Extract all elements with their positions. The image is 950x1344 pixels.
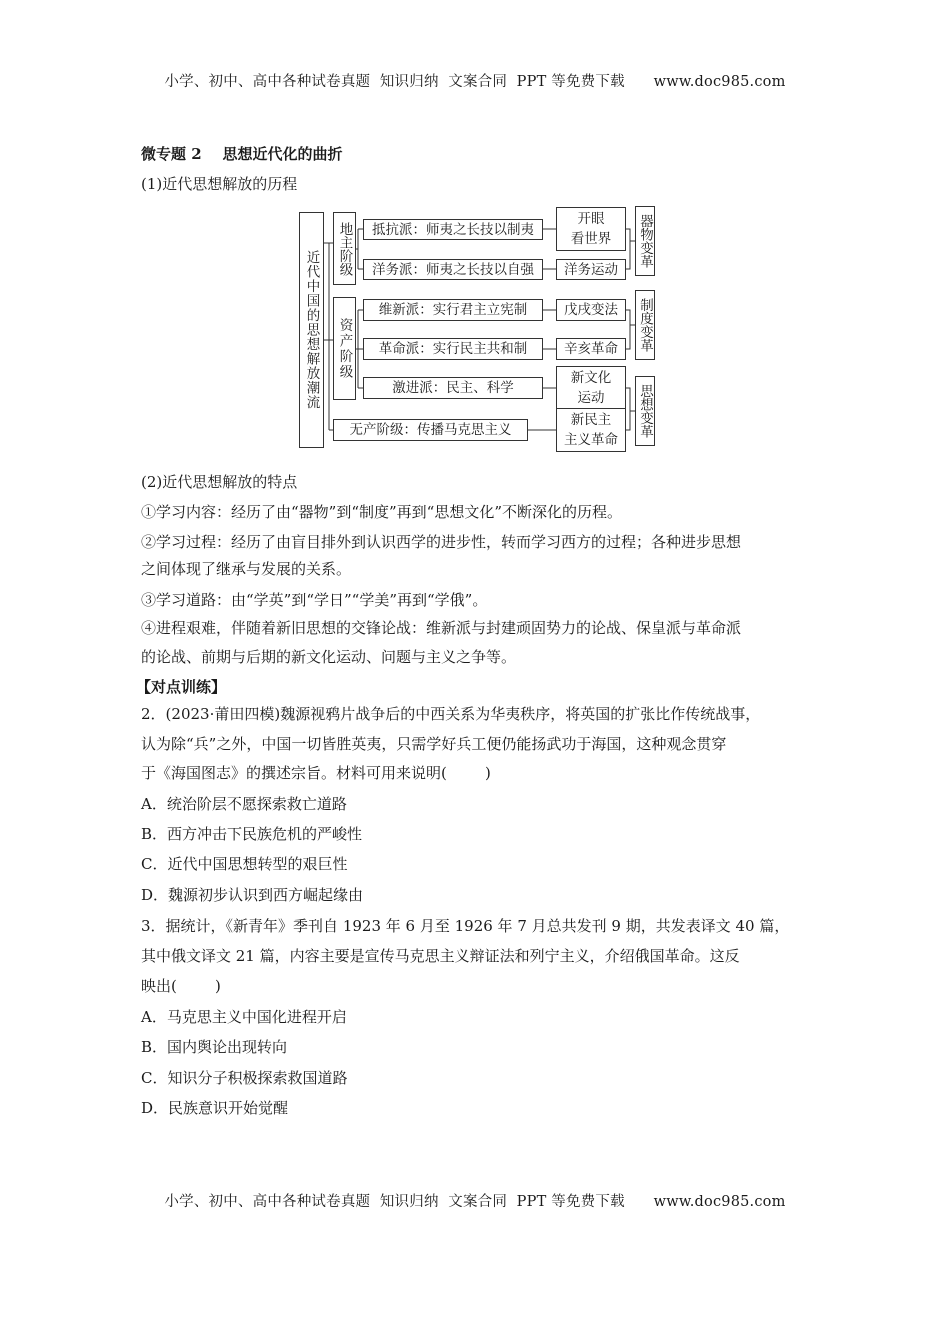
stage-institution bbox=[635, 290, 655, 360]
event-new-democratic-revolution: 新民主 主义革命 bbox=[556, 408, 626, 452]
stage-material-label: 器物变革 bbox=[637, 214, 653, 268]
school-revolution: 革命派：实行民主共和制 bbox=[363, 338, 543, 360]
question-2-option-b[interactable]: B．西方冲击下民族危机的严峻性 bbox=[141, 825, 363, 843]
feature-item: ②学习过程：经历了由盲目排外到认识西学的进步性，转而学习西方的过程；各种进步思想 bbox=[141, 533, 742, 551]
feature-item: 之间体现了继承与发展的关系。 bbox=[141, 560, 352, 578]
question-3-stem: 映出( ) bbox=[141, 977, 221, 995]
class-landlord bbox=[333, 212, 356, 285]
feature-item: ①学习内容：经历了由“器物”到“制度”再到“思想文化”不断深化的历程。 bbox=[141, 503, 623, 521]
feature-item: ③学习道路：由“学英”到“学日”“学美”再到“学俄”。 bbox=[141, 591, 488, 609]
practice-heading: 【对点训练】 bbox=[136, 678, 227, 696]
event-hundred-days-reform: 戊戌变法 bbox=[556, 299, 626, 321]
school-westernization: 洋务派：师夷之长技以自强 bbox=[363, 259, 543, 280]
question-2-option-d[interactable]: D．魏源初步认识到西方崛起缘由 bbox=[141, 886, 364, 904]
class-bourgeois bbox=[333, 297, 356, 400]
question-3-option-d[interactable]: D．民族意识开始觉醒 bbox=[141, 1099, 289, 1117]
feature-item: 的论战、前期与后期的新文化运动、问题与主义之争等。 bbox=[141, 648, 517, 666]
section-title: 微专题 2 思想近代化的曲折 bbox=[141, 145, 343, 163]
question-2-option-a[interactable]: A．统治阶层不愿探索救亡道路 bbox=[141, 795, 347, 813]
question-2-option-c[interactable]: C．近代中国思想转型的艰巨性 bbox=[141, 855, 348, 873]
page-footer: 小学、初中、高中各种试卷真题 知识归纳 文案合同 PPT 等免费下载 www.doc985.com bbox=[164, 1194, 786, 1210]
event-xinhai-revolution: 辛亥革命 bbox=[556, 338, 626, 360]
school-radical: 激进派：民主、科学 bbox=[363, 377, 543, 399]
question-3-stem: 其中俄文译文 21 篇，内容主要是宣传马克思主义辩证法和列宁主义，介绍俄国革命。这反 bbox=[141, 947, 740, 965]
event-westernization-movement: 洋务运动 bbox=[556, 259, 626, 280]
stage-thought bbox=[635, 376, 655, 446]
stage-institution-label: 制度变革 bbox=[637, 298, 653, 352]
question-2-stem: 认为除“兵”之外，中国一切皆胜英夷，只需学好兵工便仍能扬武功于海国，这种观念贯穿 bbox=[141, 735, 727, 753]
school-reform: 维新派：实行君主立宪制 bbox=[363, 299, 543, 321]
school-resistance: 抵抗派：师夷之长技以制夷 bbox=[363, 219, 543, 240]
diagram-root bbox=[299, 212, 324, 448]
question-3-option-a[interactable]: A．马克思主义中国化进程开启 bbox=[141, 1008, 347, 1026]
question-2-stem: 于《海国图志》的撰述宗旨。材料可用来说明( ) bbox=[141, 764, 491, 782]
subsection-features: (2)近代思想解放的特点 bbox=[141, 473, 298, 491]
class-bourgeois-label: 资产阶级 bbox=[336, 317, 353, 380]
school-proletariat: 无产阶级：传播马克思主义 bbox=[333, 419, 528, 441]
stage-material bbox=[635, 206, 655, 276]
event-new-culture-movement: 新文化 运动 bbox=[556, 366, 626, 410]
class-landlord-label: 地主阶级 bbox=[336, 221, 353, 276]
event-open-eyes: 开眼 看世界 bbox=[556, 207, 626, 251]
question-3-stem: 3．据统计，《新青年》季刊自 1923 年 6 月至 1926 年 7 月总共发刊 9 期，共发表译文 40 篇， bbox=[141, 917, 790, 935]
subsection-history: (1)近代思想解放的历程 bbox=[141, 175, 298, 193]
feature-item: ④进程艰难，伴随着新旧思想的交锋论战：维新派与封建顽固势力的论战、保皇派与革命派 bbox=[141, 619, 742, 637]
question-2-stem: 2．(2023·莆田四模)魏源视鸦片战争后的中西关系为华夷秩序，将英国的扩张比作传统战事， bbox=[141, 705, 761, 723]
question-3-option-c[interactable]: C．知识分子积极探索救国道路 bbox=[141, 1069, 348, 1087]
question-3-option-b[interactable]: B．国内舆论出现转向 bbox=[141, 1038, 288, 1056]
stage-thought-label: 思想变革 bbox=[637, 384, 653, 438]
diagram-root-label: 近代中国的思想解放潮流 bbox=[303, 250, 320, 410]
page-header: 小学、初中、高中各种试卷真题 知识归纳 文案合同 PPT 等免费下载 www.doc985.com bbox=[164, 74, 786, 90]
